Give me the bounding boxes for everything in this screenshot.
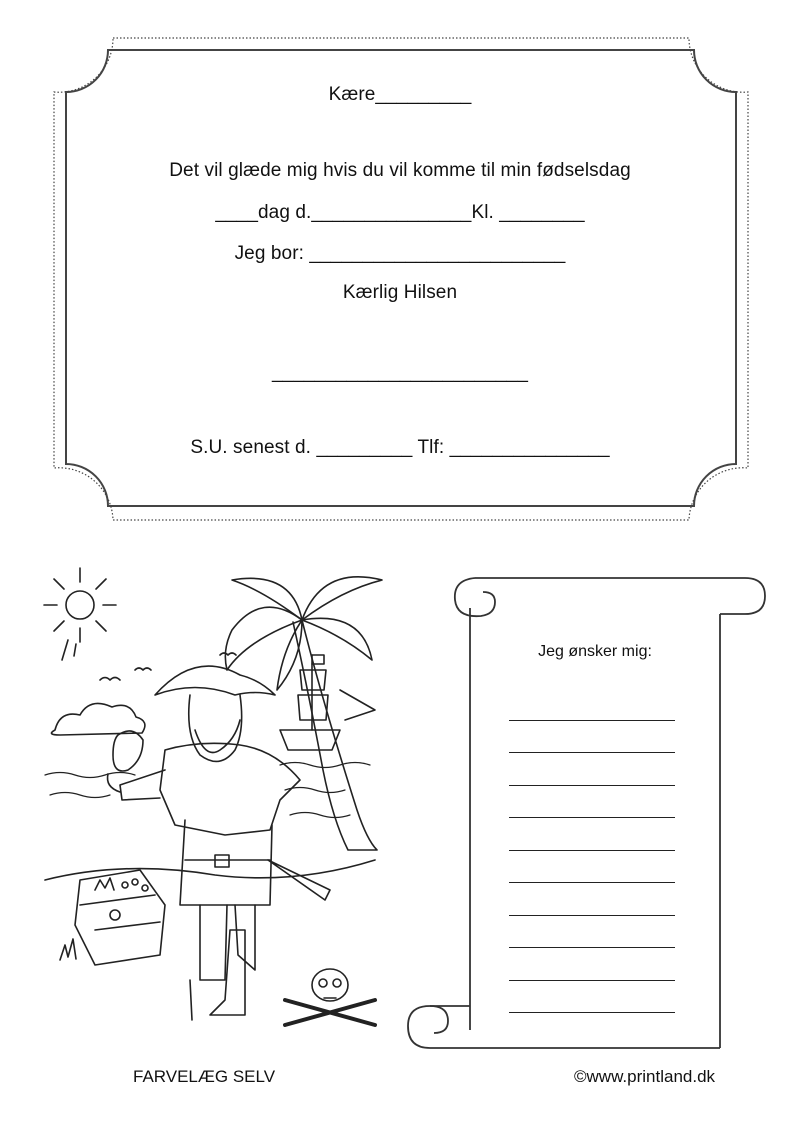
closing-text: Kærlig Hilsen [342,282,458,303]
wish-line [509,915,675,916]
greeting-line: Kære_________ [328,84,472,105]
wish-line [509,980,675,981]
date-line: ____dag d._______________Kl. ________ [215,202,585,223]
invite-line: Det vil glæde mig hvis du vil komme til min fødselsdag [169,160,631,181]
wish-line [509,947,675,948]
wishlist-title: Jeg ønsker mig: [538,643,652,660]
rsvp-line: S.U. senest d. _________ Tlf: _______________ [190,437,610,458]
signature-line: ________________________ [271,362,528,383]
footer-color-yourself: FARVELÆG SELV [133,1067,276,1086]
footer-copyright: ©www.printland.dk [574,1067,716,1086]
wish-line [509,1012,675,1013]
wish-line [509,882,675,883]
wish-line [509,785,675,786]
wish-line [509,850,675,851]
invitation-frame [0,0,800,540]
wish-line [509,817,675,818]
wish-line [509,752,675,753]
address-line: Jeg bor: ________________________ [234,243,566,264]
wish-line [509,720,675,721]
wish-scroll [0,560,800,1080]
